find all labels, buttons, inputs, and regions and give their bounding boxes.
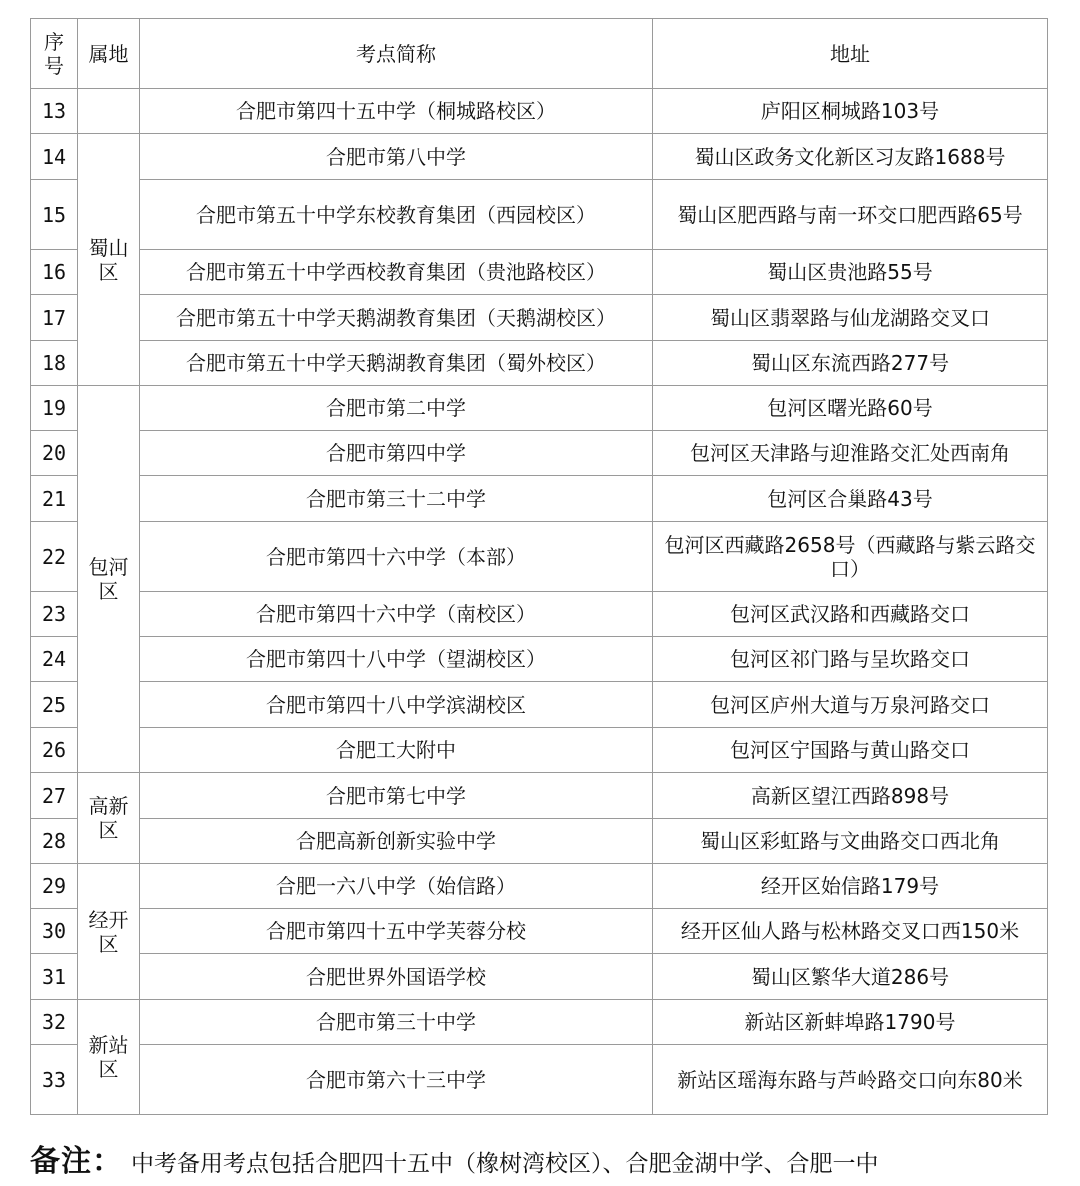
row-name: 合肥市第四十六中学（本部） bbox=[140, 522, 653, 592]
row-name: 合肥世界外国语学校 bbox=[140, 954, 653, 1000]
row-name: 合肥市第五十中学东校教育集团（西园校区） bbox=[140, 180, 653, 250]
header-district: 属地 bbox=[78, 19, 140, 89]
row-name: 合肥市第四十五中学（桐城路校区） bbox=[140, 89, 653, 134]
row-no: 16 bbox=[31, 250, 78, 295]
district-jingkai: 经开区 bbox=[78, 864, 140, 1000]
row-address: 包河区西藏路2658号（西藏路与紫云路交口） bbox=[653, 522, 1048, 592]
row-name: 合肥市第四十八中学滨湖校区 bbox=[140, 682, 653, 728]
row-no: 21 bbox=[31, 476, 78, 522]
row-no: 15 bbox=[31, 180, 78, 250]
row-name: 合肥市第三十中学 bbox=[140, 1000, 653, 1045]
row-no: 14 bbox=[31, 134, 78, 180]
table-row bbox=[31, 341, 1048, 386]
table-row bbox=[31, 1000, 1048, 1045]
table-row bbox=[31, 592, 1048, 637]
table-row bbox=[31, 954, 1048, 1000]
table-row bbox=[31, 728, 1048, 773]
row-no: 32 bbox=[31, 1000, 78, 1045]
row-address: 蜀山区彩虹路与文曲路交口西北角 bbox=[653, 819, 1048, 864]
table-row bbox=[31, 134, 1048, 180]
row-no: 29 bbox=[31, 864, 78, 909]
district-xinzhan: 新站区 bbox=[78, 1000, 140, 1115]
row-address: 经开区始信路179号 bbox=[653, 864, 1048, 909]
row-name: 合肥市第六十三中学 bbox=[140, 1045, 653, 1115]
district-baohe: 包河区 bbox=[78, 386, 140, 773]
header-address: 地址 bbox=[653, 19, 1048, 89]
row-name: 合肥市第三十二中学 bbox=[140, 476, 653, 522]
row-name: 合肥市第五十中学天鹅湖教育集团（天鹅湖校区） bbox=[140, 295, 653, 341]
row-name: 合肥一六八中学（始信路） bbox=[140, 864, 653, 909]
row-name: 合肥市第四十八中学（望湖校区） bbox=[140, 637, 653, 682]
row-address: 蜀山区东流西路277号 bbox=[653, 341, 1048, 386]
table-row bbox=[31, 819, 1048, 864]
row-name: 合肥市第四中学 bbox=[140, 431, 653, 476]
row-no: 20 bbox=[31, 431, 78, 476]
row-name: 合肥市第八中学 bbox=[140, 134, 653, 180]
row-address: 包河区庐州大道与万泉河路交口 bbox=[653, 682, 1048, 728]
table-row bbox=[31, 773, 1048, 819]
table-row bbox=[31, 476, 1048, 522]
row-address: 庐阳区桐城路103号 bbox=[653, 89, 1048, 134]
district-gaoxin: 高新区 bbox=[78, 773, 140, 864]
table-row bbox=[31, 386, 1048, 431]
footnote-text: 中考备用考点包括合肥四十五中（橡树湾校区）、合肥金湖中学、合肥一中 bbox=[131, 1151, 879, 1177]
row-address: 包河区祁门路与呈坎路交口 bbox=[653, 637, 1048, 682]
table-row bbox=[31, 89, 1048, 134]
district-shushan: 蜀山区 bbox=[78, 134, 140, 386]
row-name: 合肥市第二中学 bbox=[140, 386, 653, 431]
table-row bbox=[31, 864, 1048, 909]
row-address: 蜀山区政务文化新区习友路1688号 bbox=[653, 134, 1048, 180]
row-no: 25 bbox=[31, 682, 78, 728]
row-name: 合肥市第五十中学西校教育集团（贵池路校区） bbox=[140, 250, 653, 295]
table-row bbox=[31, 180, 1048, 250]
row-name: 合肥工大附中 bbox=[140, 728, 653, 773]
row-name: 合肥市第四十六中学（南校区） bbox=[140, 592, 653, 637]
table-row bbox=[31, 637, 1048, 682]
table-row bbox=[31, 250, 1048, 295]
row-no: 28 bbox=[31, 819, 78, 864]
row-address: 蜀山区贵池路55号 bbox=[653, 250, 1048, 295]
table-row bbox=[31, 1045, 1048, 1115]
footnote bbox=[30, 1136, 879, 1180]
row-name: 合肥高新创新实验中学 bbox=[140, 819, 653, 864]
row-name: 合肥市第七中学 bbox=[140, 773, 653, 819]
row-address: 包河区曙光路60号 bbox=[653, 386, 1048, 431]
exam-sites-table bbox=[30, 18, 1048, 1115]
table-row bbox=[31, 295, 1048, 341]
row-name: 合肥市第四十五中学芙蓉分校 bbox=[140, 909, 653, 954]
row-district bbox=[78, 89, 140, 134]
row-no: 22 bbox=[31, 522, 78, 592]
row-address: 蜀山区翡翠路与仙龙湖路交叉口 bbox=[653, 295, 1048, 341]
row-no: 17 bbox=[31, 295, 78, 341]
row-no: 33 bbox=[31, 1045, 78, 1115]
row-address: 高新区望江西路898号 bbox=[653, 773, 1048, 819]
row-no: 24 bbox=[31, 637, 78, 682]
row-no: 31 bbox=[31, 954, 78, 1000]
table-row bbox=[31, 431, 1048, 476]
row-address: 包河区宁国路与黄山路交口 bbox=[653, 728, 1048, 773]
row-no: 13 bbox=[31, 89, 78, 134]
header-no: 序号 bbox=[31, 19, 78, 89]
row-no: 27 bbox=[31, 773, 78, 819]
row-address: 蜀山区繁华大道286号 bbox=[653, 954, 1048, 1000]
table-header-row bbox=[31, 19, 1048, 89]
table-row bbox=[31, 909, 1048, 954]
footnote-label: 备注： bbox=[30, 1144, 123, 1179]
row-no: 18 bbox=[31, 341, 78, 386]
table-row bbox=[31, 682, 1048, 728]
row-no: 19 bbox=[31, 386, 78, 431]
row-address: 经开区仙人路与松林路交叉口西150米 bbox=[653, 909, 1048, 954]
row-no: 30 bbox=[31, 909, 78, 954]
row-address: 新站区瑶海东路与芦岭路交口向东80米 bbox=[653, 1045, 1048, 1115]
header-name: 考点简称 bbox=[140, 19, 653, 89]
row-no: 23 bbox=[31, 592, 78, 637]
row-address: 新站区新蚌埠路1790号 bbox=[653, 1000, 1048, 1045]
row-address: 蜀山区肥西路与南一环交口肥西路65号 bbox=[653, 180, 1048, 250]
row-address: 包河区合巢路43号 bbox=[653, 476, 1048, 522]
row-address: 包河区武汉路和西藏路交口 bbox=[653, 592, 1048, 637]
row-name: 合肥市第五十中学天鹅湖教育集团（蜀外校区） bbox=[140, 341, 653, 386]
table-row bbox=[31, 522, 1048, 592]
row-address: 包河区天津路与迎淮路交汇处西南角 bbox=[653, 431, 1048, 476]
row-no: 26 bbox=[31, 728, 78, 773]
